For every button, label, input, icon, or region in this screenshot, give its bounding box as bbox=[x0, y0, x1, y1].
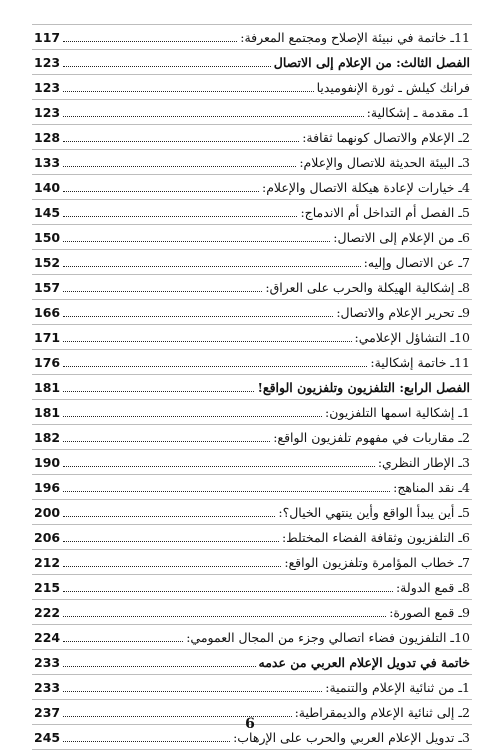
toc-entry-row bbox=[32, 625, 472, 650]
toc-page-number: 233 bbox=[34, 655, 61, 670]
toc-entry-title: 1ـ من ثنائية الإعلام والتنمية: bbox=[325, 680, 470, 695]
toc-entry-title: الفصل الثالث: من الإعلام إلى الاتصال bbox=[273, 55, 470, 70]
toc-entry-row bbox=[32, 200, 472, 225]
toc-entry-row bbox=[32, 300, 472, 325]
toc-entry-title: 2ـ مقاربات في مفهوم تلفزيون الواقع: bbox=[273, 430, 470, 445]
dot-leader bbox=[63, 341, 351, 342]
toc-entry-title: 5ـ الفصل أم التداخل أم الاندماج: bbox=[300, 205, 470, 220]
toc-page-number: 245 bbox=[34, 730, 61, 745]
dot-leader bbox=[63, 416, 322, 417]
toc-page-number: 181 bbox=[34, 380, 61, 395]
dot-leader bbox=[63, 91, 313, 92]
toc-entry-row bbox=[32, 25, 472, 50]
toc-page-number: 123 bbox=[34, 80, 61, 95]
toc-entry-row bbox=[32, 450, 472, 475]
toc-page-number: 128 bbox=[34, 130, 61, 145]
toc-entry-title: فرانك كيلش ـ ثورة الإنفوميديا bbox=[316, 80, 470, 95]
toc-page-number: 140 bbox=[34, 180, 61, 195]
toc-entry-row bbox=[32, 175, 472, 200]
toc-entry-title: 10ـ التشاؤل الإعلامي: bbox=[354, 330, 470, 345]
dot-leader bbox=[63, 366, 367, 367]
toc-entry-row bbox=[32, 225, 472, 250]
toc-page-number: 196 bbox=[34, 480, 61, 495]
toc-page-number: 150 bbox=[34, 230, 61, 245]
dot-leader bbox=[63, 316, 333, 317]
toc-entry-row bbox=[32, 350, 472, 375]
toc-entry-row bbox=[32, 150, 472, 175]
toc-page-number: 224 bbox=[34, 630, 61, 645]
toc-entry-row bbox=[32, 425, 472, 450]
dot-leader bbox=[63, 166, 296, 167]
toc-page-number: 200 bbox=[34, 505, 61, 520]
toc-entry-title: 11ـ خاتمة إشكالية: bbox=[370, 355, 470, 370]
toc-entry-title: 5ـ أين يبدأ الواقع وأين ينتهي الخيال؟: bbox=[278, 505, 470, 520]
toc-page-number: 117 bbox=[34, 30, 61, 45]
toc-chapter-row bbox=[32, 50, 472, 75]
toc-entry-row bbox=[32, 275, 472, 300]
dot-leader bbox=[63, 591, 393, 592]
toc-page-number: 145 bbox=[34, 205, 61, 220]
toc-entry-title: 9ـ تحرير الإعلام والاتصال: bbox=[336, 305, 470, 320]
toc-chapter-row bbox=[32, 375, 472, 400]
dot-leader bbox=[63, 691, 322, 692]
toc-entry-row bbox=[32, 125, 472, 150]
dot-leader bbox=[63, 491, 390, 492]
dot-leader bbox=[63, 66, 271, 67]
toc-page-number: 157 bbox=[34, 280, 61, 295]
toc-entry-title: 6ـ التلفزيون وثقافة الفضاء المختلط: bbox=[281, 530, 470, 545]
toc-entry-title: خاتمة في تدويل الإعلام العربي من عدمه bbox=[258, 655, 470, 670]
dot-leader bbox=[63, 116, 364, 117]
toc-entry-row bbox=[32, 475, 472, 500]
dot-leader bbox=[63, 741, 230, 742]
toc-page-number: 222 bbox=[34, 605, 61, 620]
toc-page-number: 123 bbox=[34, 55, 61, 70]
toc-entry-title: 11ـ خاتمة في نبيئة الإصلاح ومجتمع المعرفة: bbox=[240, 30, 470, 45]
toc-entry-title: 8ـ قمع الدولة: bbox=[395, 580, 470, 595]
toc-entry-title: 3ـ البيئة الحديثة للاتصال والإعلام: bbox=[299, 155, 470, 170]
toc-entry-title: 2ـ الإعلام والاتصال كونهما ثقافة: bbox=[302, 130, 470, 145]
toc-page-number: 181 bbox=[34, 405, 61, 420]
dot-leader bbox=[63, 566, 281, 567]
toc-entry-title: 7ـ عن الاتصال وإليه: bbox=[363, 255, 470, 270]
toc-page-number: 182 bbox=[34, 430, 61, 445]
toc-page-number: 233 bbox=[34, 680, 61, 695]
dot-leader bbox=[63, 541, 279, 542]
toc-page-number: 123 bbox=[34, 105, 61, 120]
toc-entry-row bbox=[32, 400, 472, 425]
dot-leader bbox=[63, 141, 299, 142]
toc-entry-title: 4ـ خيارات لإعادة هيكلة الاتصال والإعلام: bbox=[261, 180, 470, 195]
dot-leader bbox=[63, 516, 275, 517]
toc-entry-title: 7ـ خطاب المؤامرة وتلفزيون الواقع: bbox=[284, 555, 470, 570]
toc-entry-row bbox=[32, 575, 472, 600]
dot-leader bbox=[63, 641, 183, 642]
toc-entry-row bbox=[32, 325, 472, 350]
table-of-contents bbox=[32, 24, 472, 750]
toc-entry-row bbox=[32, 100, 472, 125]
toc-page-number: 166 bbox=[34, 305, 61, 320]
toc-entry-row bbox=[32, 675, 472, 700]
toc-entry-row bbox=[32, 75, 472, 100]
toc-page-number: 152 bbox=[34, 255, 61, 270]
toc-entry-row bbox=[32, 250, 472, 275]
dot-leader bbox=[63, 466, 375, 467]
toc-entry-title: 8ـ إشكالية الهيكلة والحرب على العراق: bbox=[265, 280, 470, 295]
toc-entry-title: 10ـ التلفزيون فضاء اتصالي وجزء من المجال العمومي: bbox=[186, 630, 470, 645]
dot-leader bbox=[63, 666, 255, 667]
toc-entry-row bbox=[32, 600, 472, 625]
toc-entry-title: 9ـ قمع الصورة: bbox=[389, 605, 470, 620]
toc-entry-title: 3ـ الإطار النظري: bbox=[377, 455, 470, 470]
dot-leader bbox=[63, 241, 330, 242]
dot-leader bbox=[63, 191, 259, 192]
toc-entry-title: 2ـ إلى ثنائية الإعلام والديمقراطية: bbox=[294, 705, 470, 720]
toc-page-number: 176 bbox=[34, 355, 61, 370]
toc-entry-title: 1ـ إشكالية اسمها التلفزيون: bbox=[325, 405, 470, 420]
dot-leader bbox=[63, 41, 237, 42]
toc-entry-title: الفصل الرابع: التلفزيون وتلفزيون الواقع! bbox=[257, 380, 470, 395]
toc-page-number: 206 bbox=[34, 530, 61, 545]
dot-leader bbox=[63, 616, 386, 617]
toc-entry-title: 3ـ تدويل الإعلام العربي والحرب على الإرهاب: bbox=[233, 730, 470, 745]
toc-chapter-row bbox=[32, 650, 472, 675]
toc-entry-title: 1ـ مقدمة ـ إشكالية: bbox=[366, 105, 470, 120]
dot-leader bbox=[63, 391, 254, 392]
dot-leader bbox=[63, 291, 262, 292]
toc-entry-row bbox=[32, 550, 472, 575]
toc-page-number: 190 bbox=[34, 455, 61, 470]
toc-page-number: 212 bbox=[34, 555, 61, 570]
toc-entry-title: 4ـ نقد المناهج: bbox=[393, 480, 470, 495]
toc-page-number: 171 bbox=[34, 330, 61, 345]
toc-entry-title: 6ـ من الإعلام إلى الاتصال: bbox=[333, 230, 470, 245]
page-number: 6 bbox=[245, 716, 255, 732]
dot-leader bbox=[63, 266, 361, 267]
toc-page-number: 215 bbox=[34, 580, 61, 595]
toc-page-number: 237 bbox=[34, 705, 61, 720]
toc-page-number: 133 bbox=[34, 155, 61, 170]
toc-entry-row bbox=[32, 525, 472, 550]
dot-leader bbox=[63, 216, 297, 217]
dot-leader bbox=[63, 441, 270, 442]
toc-entry-row bbox=[32, 500, 472, 525]
